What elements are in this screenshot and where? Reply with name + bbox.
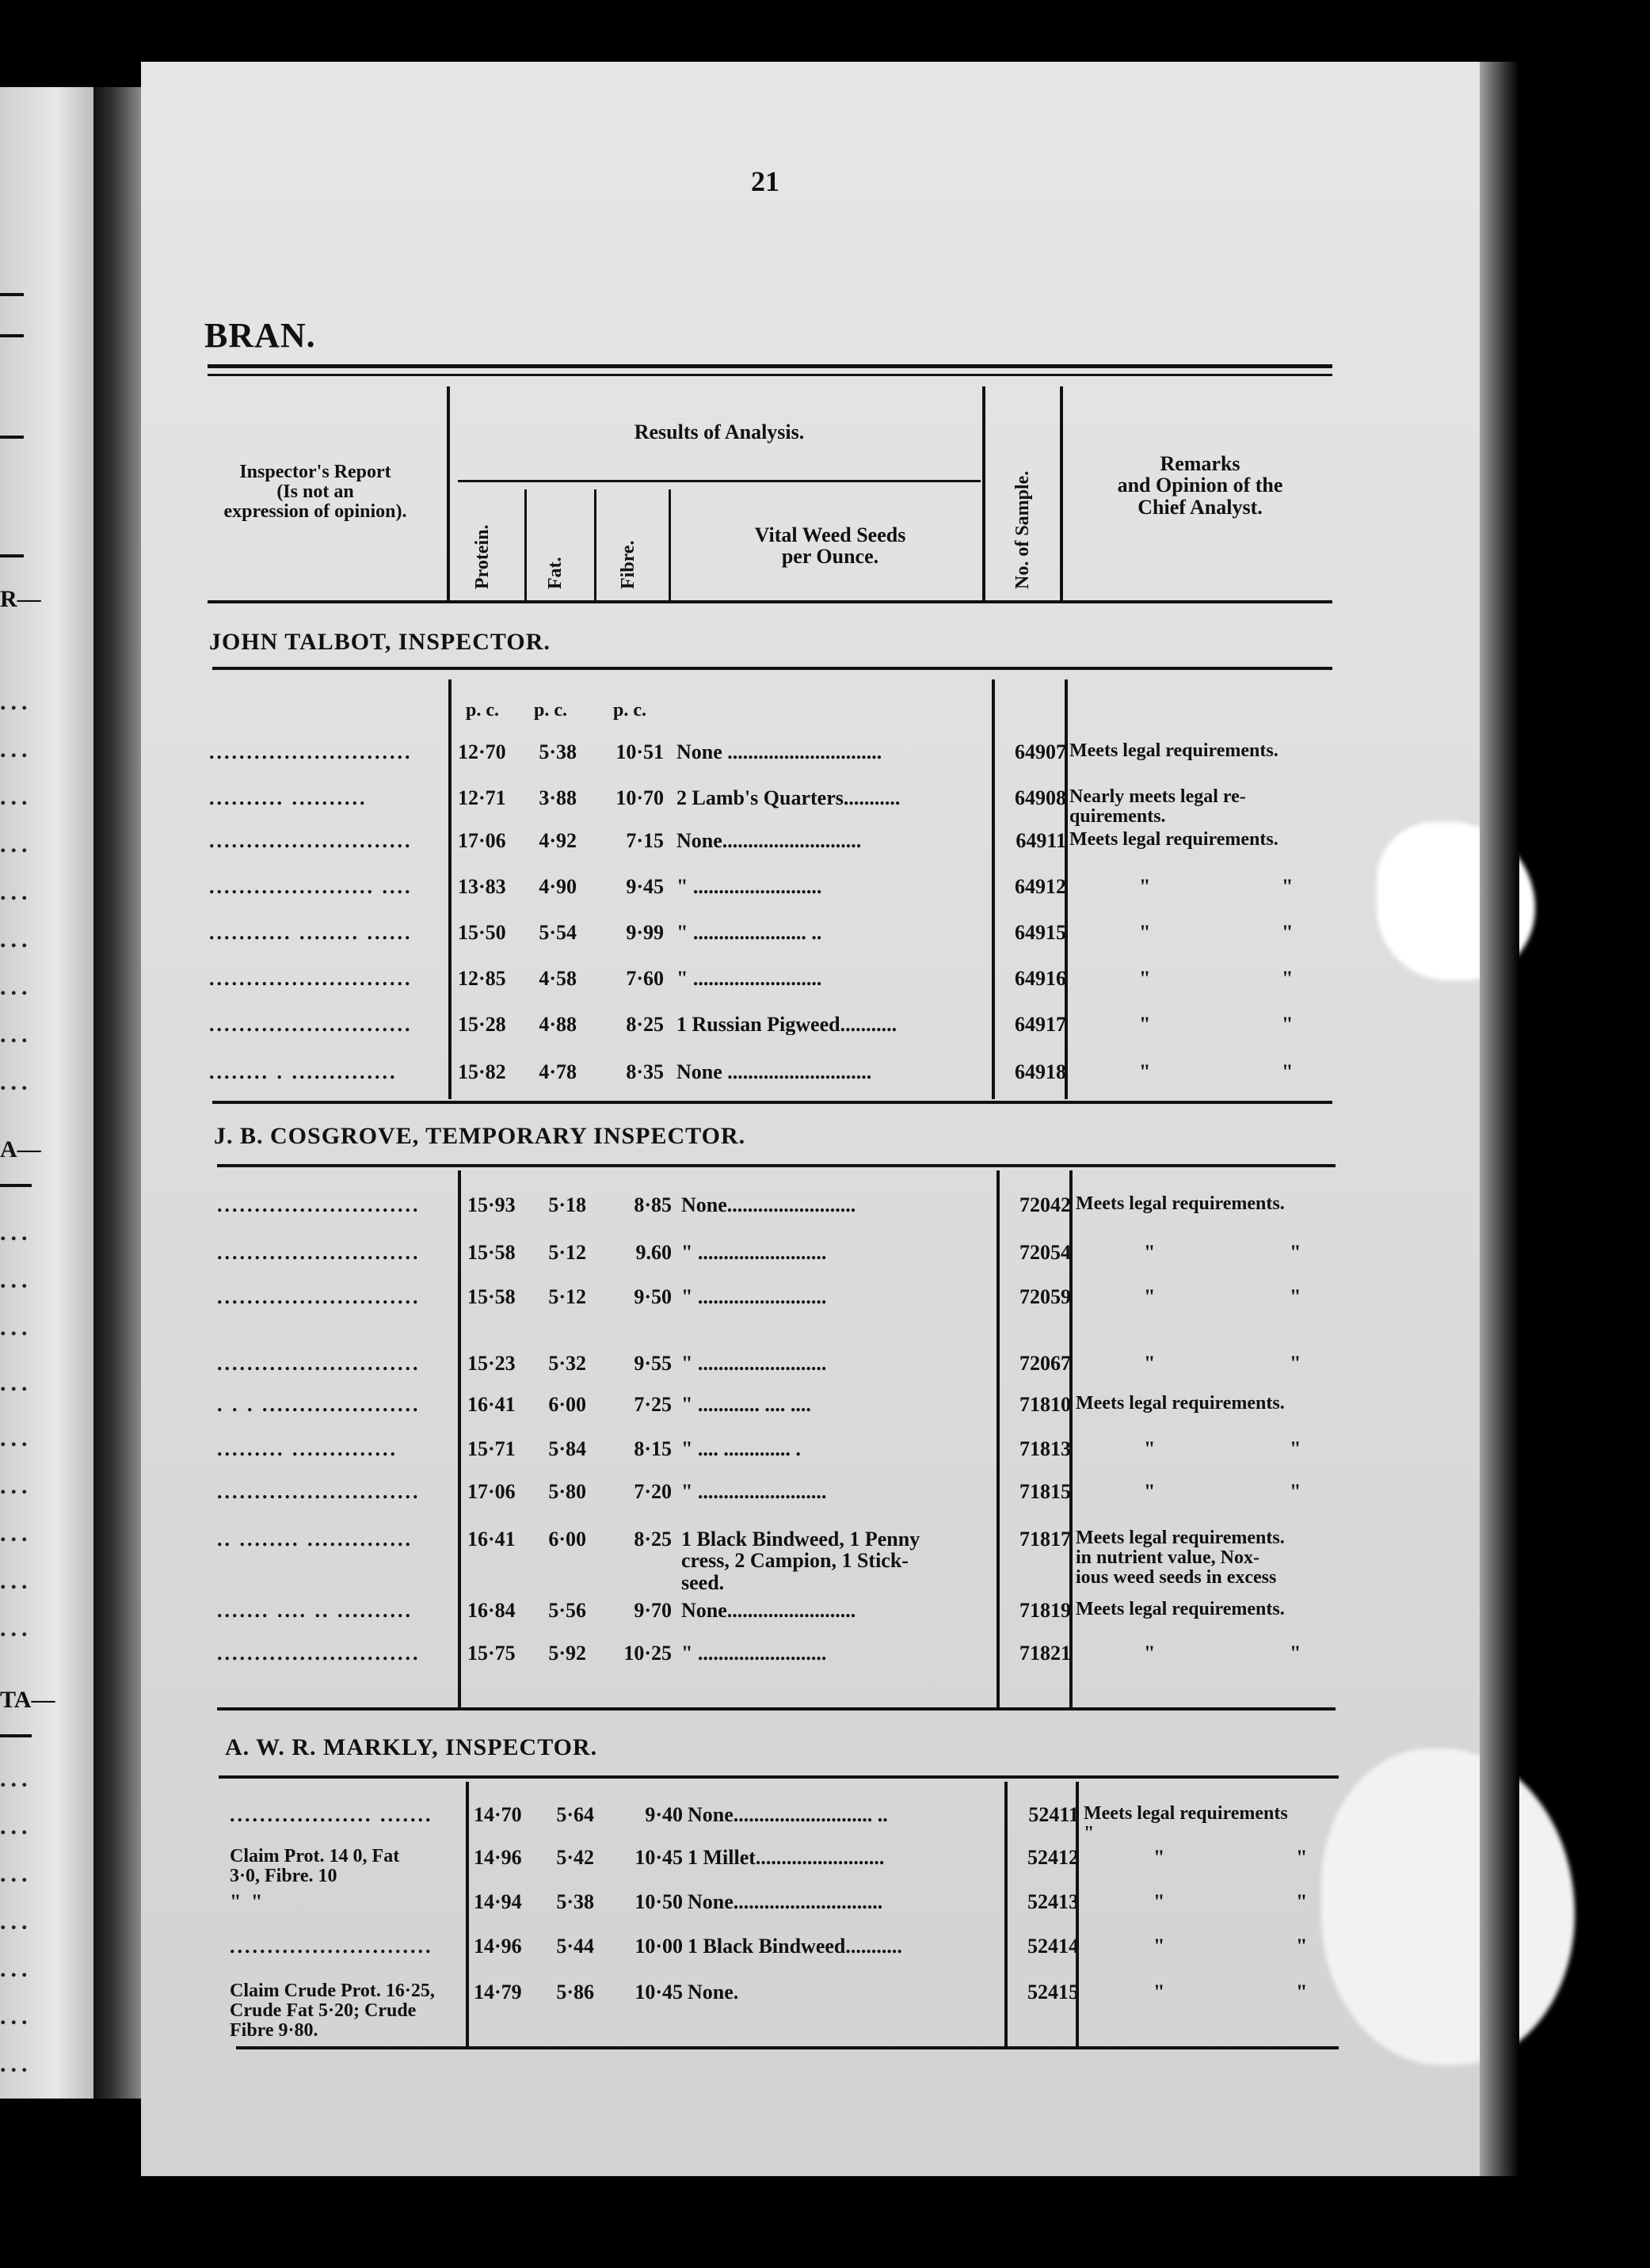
- protein-cell: 14·96: [474, 1935, 522, 1958]
- weed-seeds-cell: " ...................... ..: [676, 922, 822, 944]
- top-rule: [208, 364, 1332, 368]
- weed-seeds-cell: 2 Lamb's Quarters...........: [676, 787, 901, 809]
- table-row: [141, 741, 1480, 773]
- table-row: [141, 1242, 1480, 1273]
- inspector-report-cell: " ": [230, 1891, 265, 1913]
- protein-cell: 13·83: [458, 875, 506, 898]
- header-inspector-report: Inspector's Report (Is not an expression of opinion).: [223, 462, 407, 523]
- ditto-mark: ": [1282, 875, 1294, 898]
- fibre-cell: 8·25: [626, 1013, 664, 1036]
- protein-cell: 15·71: [467, 1437, 516, 1460]
- sample-number-cell: 64908: [1015, 786, 1066, 809]
- fibre-cell: 10·51: [615, 740, 664, 763]
- fat-cell: 5·92: [548, 1642, 586, 1665]
- weed-seeds-cell: " .........................: [676, 876, 822, 898]
- ditto-mark: ": [1144, 1285, 1156, 1308]
- column-divider: [447, 386, 450, 600]
- protein-cell: 14·70: [474, 1803, 522, 1826]
- table-row: [141, 1642, 1480, 1674]
- table-row: [141, 1600, 1480, 1631]
- ditto-mark: ": [1144, 1241, 1156, 1264]
- ditto-mark: ": [1153, 1890, 1165, 1913]
- bottom-rule: [236, 2046, 1339, 2049]
- fibre-cell: 10·45: [634, 1981, 683, 2004]
- fat-cell: 5·38: [539, 740, 577, 763]
- ditto-mark: ": [1282, 1013, 1294, 1036]
- sample-number-cell: 64917: [1015, 1013, 1066, 1036]
- remarks-cell: Meets legal requirements ": [1084, 1803, 1288, 1844]
- fibre-cell: 8·85: [634, 1193, 672, 1216]
- ditto-mark: ": [1296, 1935, 1308, 1958]
- fat-cell: 5·84: [548, 1437, 586, 1460]
- weed-seeds-cell: " ............ .... ....: [681, 1394, 811, 1416]
- table-row: [141, 1481, 1480, 1513]
- ditto-mark: ": [1282, 1060, 1294, 1083]
- unit-label: p. c.: [534, 700, 567, 721]
- header-rule: [208, 600, 1332, 603]
- ditto-mark: ": [1290, 1241, 1301, 1264]
- fibre-cell: 9·99: [626, 921, 664, 944]
- table-row: [141, 1014, 1480, 1045]
- remarks-cell: Meets legal requirements.: [1069, 740, 1278, 761]
- fibre-cell: 10·00: [634, 1935, 683, 1958]
- remarks-cell: Meets legal requirements.: [1076, 1193, 1285, 1214]
- document-page: [141, 62, 1480, 2176]
- protein-cell: 12·71: [458, 786, 506, 809]
- inspector-report-cell: ...........................: [230, 1935, 433, 1958]
- fat-cell: 5·56: [548, 1599, 586, 1622]
- protein-cell: 12·70: [458, 740, 506, 763]
- inspector-report-cell: ...........................: [217, 1353, 421, 1375]
- protein-cell: 16·41: [467, 1393, 516, 1416]
- fibre-cell: 7·25: [634, 1393, 672, 1416]
- table-row: [141, 786, 1480, 828]
- ditto-mark: ": [1290, 1437, 1301, 1460]
- table-row: [141, 1846, 1480, 1887]
- sample-number-cell: 71815: [1019, 1480, 1071, 1503]
- sample-number-cell: 64907: [1015, 740, 1066, 763]
- ditto-mark: ": [1290, 1352, 1301, 1375]
- protein-cell: 14·79: [474, 1981, 522, 2004]
- results-rule: [458, 480, 981, 482]
- remarks-cell: Nearly meets legal re- quirements.: [1069, 786, 1246, 828]
- table-row: [141, 922, 1480, 953]
- column-divider: [1060, 386, 1063, 600]
- table-row: [141, 1438, 1480, 1470]
- table-row: [141, 1528, 1480, 1593]
- protein-cell: 15·82: [458, 1060, 506, 1083]
- sample-number-cell: 72042: [1019, 1193, 1071, 1216]
- header-remarks: Remarks and Opinion of the Chief Analyst.: [1117, 452, 1283, 519]
- fat-cell: 5·18: [548, 1193, 586, 1216]
- sample-number-cell: 72059: [1019, 1285, 1071, 1308]
- inspector-report-cell: ...........................: [217, 1194, 421, 1216]
- column-divider: [982, 386, 985, 600]
- weed-seeds-cell: " .........................: [681, 1286, 827, 1308]
- weed-seeds-cell: " .........................: [681, 1242, 827, 1264]
- weed-seeds-cell: None.: [688, 1981, 739, 2004]
- sample-number-cell: 71821: [1019, 1642, 1071, 1665]
- weed-seeds-cell: " .........................: [681, 1481, 827, 1503]
- ditto-mark: ": [1153, 1935, 1165, 1958]
- protein-cell: 15·50: [458, 921, 506, 944]
- fibre-cell: 9·45: [626, 875, 664, 898]
- ditto-mark: ": [1153, 1981, 1165, 2004]
- sample-number-cell: 64911: [1016, 829, 1066, 852]
- weed-seeds-cell: None.........................: [681, 1600, 856, 1622]
- weed-seeds-cell: " .........................: [676, 968, 822, 990]
- fibre-cell: 7·15: [626, 829, 664, 852]
- left-page-fragment: R—: [0, 586, 41, 612]
- section-rule: [219, 1775, 1339, 1779]
- protein-cell: 16·41: [467, 1528, 516, 1551]
- fibre-cell: 9·40: [645, 1803, 683, 1826]
- book-gutter: [93, 87, 141, 2099]
- fat-cell: 4·78: [539, 1060, 577, 1083]
- fat-cell: 6·00: [548, 1393, 586, 1416]
- sample-number-cell: 52415: [1027, 1981, 1079, 2004]
- fibre-cell: 10·70: [615, 786, 664, 809]
- fibre-cell: 8·15: [634, 1437, 672, 1460]
- ditto-mark: ": [1153, 1846, 1165, 1869]
- section-rule: [217, 1707, 1336, 1711]
- inspector-report-cell: ...........................: [209, 741, 413, 763]
- inspector-report-cell: ........... ........ ......: [209, 922, 413, 944]
- header-fat: Fat.: [545, 557, 566, 589]
- table-row: [141, 1194, 1480, 1226]
- ditto-mark: ": [1144, 1437, 1156, 1460]
- weed-seeds-cell: 1 Millet.........................: [688, 1847, 885, 1869]
- ditto-mark: ": [1296, 1846, 1308, 1869]
- sample-number-cell: 71810: [1019, 1393, 1071, 1416]
- header-protein: Protein.: [472, 524, 493, 589]
- previous-page-edge: R— ... ... ... ... ... ... ... ... ... A— ... ... ... ... ... ... ... ... ... TA— ... ... ... ... ... ... ...: [0, 87, 93, 2099]
- inspector-report-cell: Claim Prot. 14 0, Fat 3·0, Fibre. 10: [230, 1847, 400, 1887]
- unit-label: p. c.: [466, 700, 499, 721]
- fat-cell: 5·12: [548, 1285, 586, 1308]
- page-rule: [0, 1734, 32, 1737]
- fat-cell: 6·00: [548, 1528, 586, 1551]
- remarks-cell: Meets legal requirements.: [1076, 1393, 1285, 1414]
- inspector-heading: JOHN TALBOT, INSPECTOR.: [209, 629, 551, 655]
- inspector-heading: A. W. R. MARKLY, INSPECTOR.: [225, 1734, 598, 1760]
- ditto-mark: ": [1139, 1060, 1151, 1083]
- page-rule: [0, 334, 24, 337]
- protein-cell: 12·85: [458, 967, 506, 990]
- protein-cell: 15·28: [458, 1013, 506, 1036]
- weed-seeds-cell: 1 Black Bindweed...........: [688, 1935, 902, 1958]
- protein-cell: 14·94: [474, 1890, 522, 1913]
- inspector-report-cell: ...........................: [217, 1242, 421, 1264]
- inspector-report-cell: ...........................: [209, 1014, 413, 1036]
- fat-cell: 3·88: [539, 786, 577, 809]
- sample-number-cell: 71813: [1019, 1437, 1071, 1460]
- weed-seeds-cell: None ..............................: [676, 741, 882, 763]
- fat-cell: 4·90: [539, 875, 577, 898]
- sample-number-cell: 64915: [1015, 921, 1066, 944]
- page-rule: [0, 554, 24, 557]
- weed-seeds-cell: " .........................: [681, 1642, 827, 1665]
- table-row: [141, 1891, 1480, 1923]
- sample-number-cell: 64912: [1015, 875, 1066, 898]
- inspector-report-cell: ...................... ....: [209, 876, 413, 898]
- sample-number-cell: 71819: [1019, 1599, 1071, 1622]
- sample-number-cell: 72054: [1019, 1241, 1071, 1264]
- page-rule: [0, 1184, 32, 1187]
- fat-cell: 5·86: [556, 1981, 594, 2004]
- protein-cell: 15·75: [467, 1642, 516, 1665]
- protein-cell: 14·96: [474, 1846, 522, 1869]
- ditto-mark: ": [1296, 1890, 1308, 1913]
- inspector-report-cell: Claim Crude Prot. 16·25, Crude Fat 5·20; Crude Fibre 9·80.: [230, 1981, 435, 2042]
- table-row: [141, 830, 1480, 862]
- header-sample-no: No. of Sample.: [1012, 470, 1033, 589]
- inspector-report-cell: ........ . ..............: [209, 1061, 398, 1083]
- header-weed-seeds: Vital Weed Seeds per Ounce.: [754, 523, 906, 569]
- weed-seeds-cell: None.........................: [681, 1194, 856, 1216]
- inspector-report-cell: . . . .....................: [217, 1394, 421, 1416]
- weed-seeds-cell: 1 Russian Pigweed...........: [676, 1014, 897, 1036]
- inspector-report-cell: .. ........ ..............: [217, 1528, 413, 1551]
- protein-cell: 16·84: [467, 1599, 516, 1622]
- sample-number-cell: 71817: [1019, 1528, 1071, 1551]
- paper-stain: [1321, 1749, 1575, 2065]
- weed-seeds-cell: None...........................: [676, 830, 862, 852]
- protein-cell: 15·58: [467, 1241, 516, 1264]
- fat-cell: 5·42: [556, 1846, 594, 1869]
- fibre-cell: 9·55: [634, 1352, 672, 1375]
- column-divider: [594, 489, 596, 600]
- ditto-mark: ": [1144, 1642, 1156, 1665]
- weed-seeds-cell: None ............................: [676, 1061, 872, 1083]
- section-rule: [212, 1101, 1332, 1104]
- weed-seeds-cell: None........................... ..: [688, 1804, 888, 1826]
- inspector-report-cell: ...........................: [217, 1642, 421, 1665]
- fibre-cell: 8·35: [626, 1060, 664, 1083]
- table-row: [141, 1935, 1480, 1967]
- fat-cell: 4·92: [539, 829, 577, 852]
- ditto-mark: ": [1144, 1480, 1156, 1503]
- inspector-report-cell: ...........................: [209, 830, 413, 852]
- fat-cell: 5·38: [556, 1890, 594, 1913]
- ditto-mark: ": [1139, 921, 1151, 944]
- page-rule: [0, 436, 24, 439]
- table-row: [141, 876, 1480, 908]
- fat-cell: 5·64: [556, 1803, 594, 1826]
- header-results: Results of Analysis.: [634, 420, 805, 443]
- protein-cell: 17·06: [458, 829, 506, 852]
- table-row: [141, 1353, 1480, 1384]
- sample-number-cell: 52413: [1027, 1890, 1079, 1913]
- section-rule: [212, 667, 1332, 670]
- page-title: BRAN.: [204, 316, 316, 355]
- top-rule: [208, 374, 1332, 376]
- table-row: [141, 1394, 1480, 1425]
- fibre-cell: 9·50: [634, 1285, 672, 1308]
- header-fibre: Fibre.: [618, 540, 638, 589]
- fibre-cell: 10·45: [634, 1846, 683, 1869]
- ditto-mark: ": [1144, 1352, 1156, 1375]
- inspector-heading: J. B. COSGROVE, TEMPORARY INSPECTOR.: [214, 1123, 746, 1149]
- remarks-cell: Meets legal requirements.: [1076, 1599, 1285, 1619]
- table-row: [141, 1981, 1480, 2042]
- fibre-cell: 8·25: [634, 1528, 672, 1551]
- unit-label: p. c.: [613, 700, 646, 721]
- table-row: [141, 968, 1480, 999]
- inspector-report-cell: ...........................: [209, 968, 413, 990]
- left-page-fragment: A—: [0, 1136, 41, 1163]
- sample-number-cell: 72067: [1019, 1352, 1071, 1375]
- weed-seeds-cell: 1 Black Bindweed, 1 Penny cress, 2 Campion, 1 Stick- seed.: [681, 1528, 920, 1593]
- table-row: [141, 1061, 1480, 1093]
- fibre-cell: 9.60: [635, 1241, 672, 1264]
- ditto-mark: ": [1139, 1013, 1151, 1036]
- sample-number-cell: 64916: [1015, 967, 1066, 990]
- fibre-cell: 10·50: [634, 1890, 683, 1913]
- table-row: [141, 1286, 1480, 1318]
- fibre-cell: 10·25: [623, 1642, 672, 1665]
- inspector-report-cell: .......... ..........: [209, 787, 368, 809]
- sample-number-cell: 64918: [1015, 1060, 1066, 1083]
- fibre-cell: 9·70: [634, 1599, 672, 1622]
- remarks-cell: Meets legal requirements. in nutrient value, Nox- ious weed seeds in excess: [1076, 1528, 1285, 1589]
- fat-cell: 5·80: [548, 1480, 586, 1503]
- left-page-fragment: TA—: [0, 1687, 55, 1713]
- remarks-cell: Meets legal requirements.: [1069, 829, 1278, 850]
- fibre-cell: 7·60: [626, 967, 664, 990]
- protein-cell: 17·06: [467, 1480, 516, 1503]
- ditto-mark: ": [1296, 1981, 1308, 2004]
- ditto-mark: ": [1282, 967, 1294, 990]
- protein-cell: 15·93: [467, 1193, 516, 1216]
- sample-number-cell: 52414: [1027, 1935, 1079, 1958]
- table-row: [141, 1803, 1480, 1844]
- page-number: 21: [751, 166, 779, 197]
- fat-cell: 4·88: [539, 1013, 577, 1036]
- fat-cell: 4·58: [539, 967, 577, 990]
- ditto-mark: ": [1139, 875, 1151, 898]
- fat-cell: 5·44: [556, 1935, 594, 1958]
- inspector-report-cell: ....... .... .. ..........: [217, 1600, 413, 1622]
- inspector-report-cell: ...........................: [217, 1481, 421, 1503]
- page-edge: [1480, 62, 1519, 2176]
- weed-seeds-cell: " .... ............. .: [681, 1438, 801, 1460]
- ditto-mark: ": [1290, 1642, 1301, 1665]
- fat-cell: 5·12: [548, 1241, 586, 1264]
- fat-cell: 5·54: [539, 921, 577, 944]
- protein-cell: 15·58: [467, 1285, 516, 1308]
- fibre-cell: 7·20: [634, 1480, 672, 1503]
- inspector-report-cell: ................... .......: [230, 1804, 433, 1826]
- ditto-mark: ": [1139, 967, 1151, 990]
- ditto-mark: ": [1290, 1480, 1301, 1503]
- inspector-report-cell: ......... ..............: [217, 1438, 398, 1460]
- weed-seeds-cell: None.............................: [688, 1891, 883, 1913]
- sample-number-cell: 52411: [1028, 1803, 1079, 1826]
- protein-cell: 15·23: [467, 1352, 516, 1375]
- ditto-mark: ": [1282, 921, 1294, 944]
- ditto-mark: ": [1290, 1285, 1301, 1308]
- weed-seeds-cell: " .........................: [681, 1353, 827, 1375]
- column-divider: [669, 489, 671, 600]
- sample-number-cell: 52412: [1027, 1846, 1079, 1869]
- inspector-report-cell: ...........................: [217, 1286, 421, 1308]
- fat-cell: 5·32: [548, 1352, 586, 1375]
- page-rule: [0, 293, 24, 296]
- column-divider: [524, 489, 527, 600]
- section-rule: [217, 1164, 1336, 1167]
